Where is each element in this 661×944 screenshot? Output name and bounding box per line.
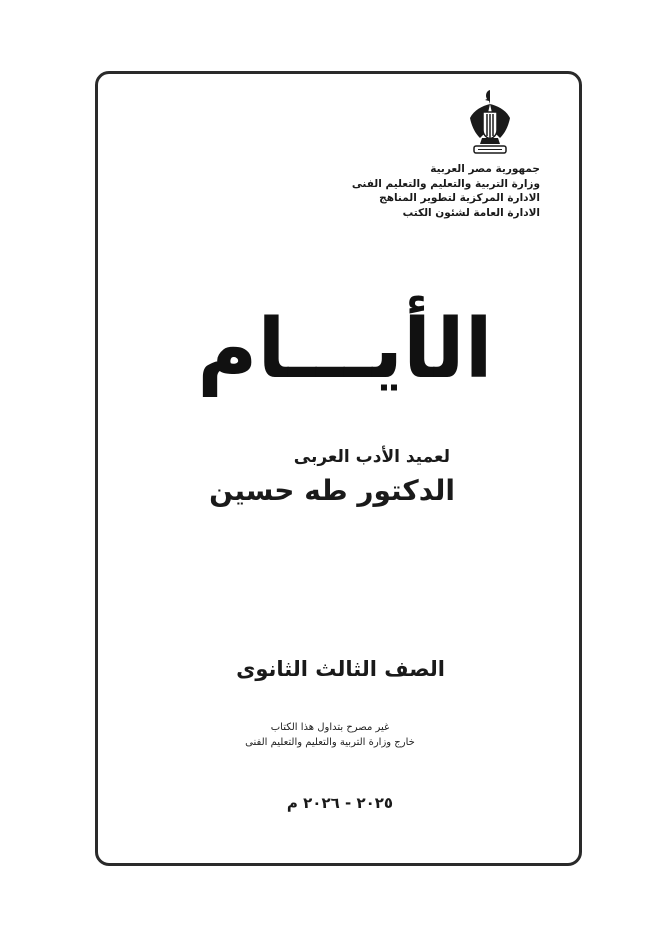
book-title: الأيـــام [197,302,493,397]
grade-level: الصف الثالث الثانوى [236,657,445,681]
author-prefix: لعميد الأدب العربى [293,447,450,467]
academic-year: ٢٠٢٥ - ٢٠٢٦ م [286,794,394,812]
header-line-country: جمهورية مصر العربية [430,163,540,175]
eagle-emblem-icon [468,88,512,156]
ministry-header [330,162,540,220]
header-line-books: الادارة العامة لشئون الكتب [402,206,540,219]
distribution-notice [215,720,445,750]
author-name: الدكتور طه حسين [209,474,455,507]
header-line-ministry: وزارة التربية والتعليم والتعليم الفنى [351,177,540,190]
header-line-curriculum: الادارة المركزية لتطوير المناهج [379,192,540,204]
notice-line-2: خارج وزارة التربية والتعليم والتعليم الفنى [245,737,415,748]
notice-line-1: غير مصرح بتداول هذا الكتاب [270,722,390,733]
